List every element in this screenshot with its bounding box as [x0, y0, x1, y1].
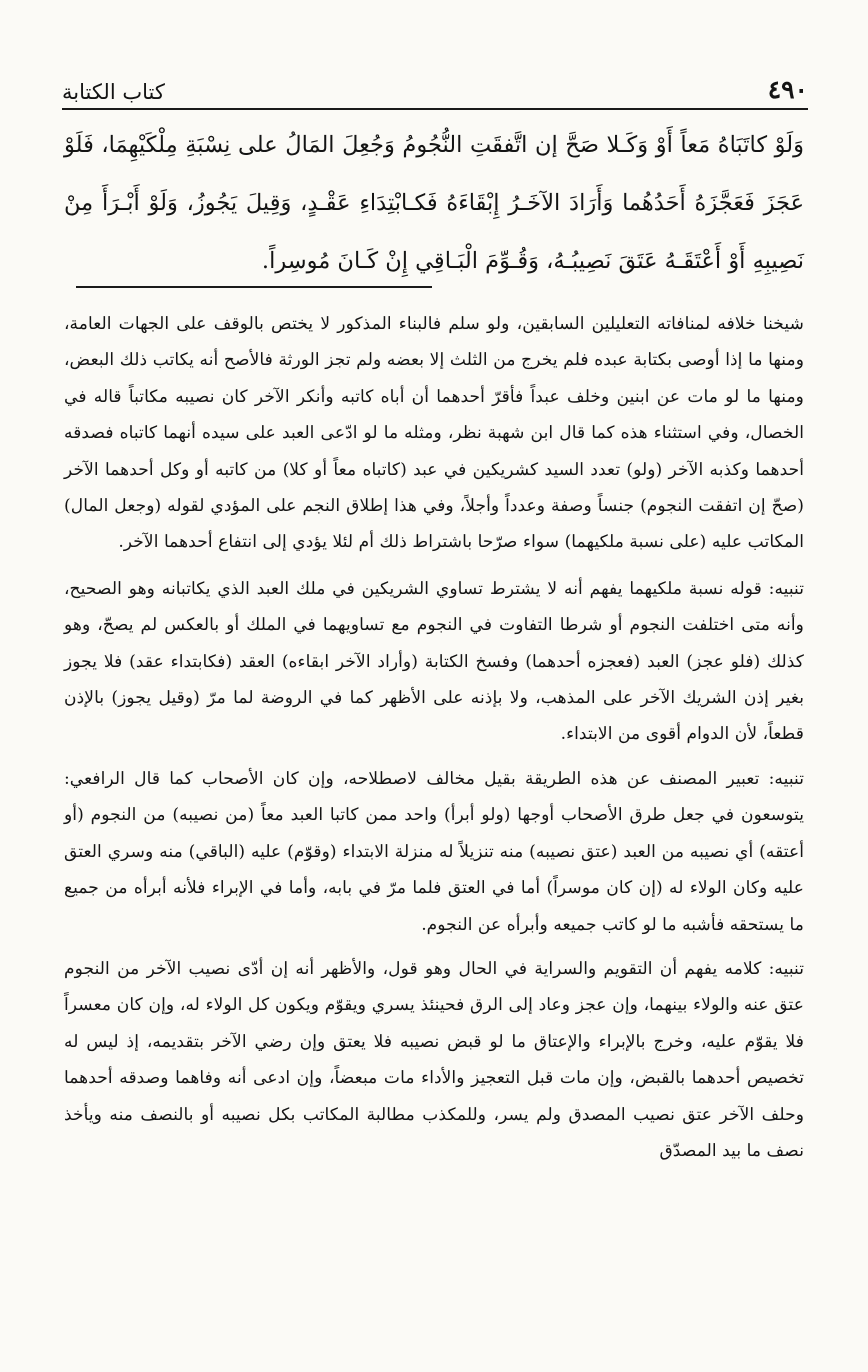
page-number: ٤٩٠ — [767, 75, 808, 104]
commentary-paragraph: تنبيه: كلامه يفهم أن التقويم والسراية في الحال وهو قول، والأظهر أنه إن أدّى نصيب الآخر من النجوم عتق عنه والولاء بينهما، وإن عجز وعاد إلى الرق فحينئذ يسري ويقوّم ويكون كل الولاء له، وإن كان معسراً فلا يقوّم عليه، وخرج بالإبراء والإعتاق ما لو قبض نصيبه فلا يعتق وإن رضي الآخر بتقديمه، إذ ليس له تخصيص أحدهما بالقبض، وإن مات قبل التعجيز والأداء مات مبعضاً، وإن ادعى أنه وفاهما وصدقه أحدهما وحلف الآخر عتق نصيب المصدق ولم يسر، وللمكذب مطالبة المكاتب بكل نصيبه أو بالنصف منه ويأخذ نصف ما بيد المصدّق — [64, 958, 804, 1161]
commentary-paragraph: تنبيه: تعبير المصنف عن هذه الطريقة بقيل مخالف لاصطلاحه، وإن كان الأصحاب كما قال الرافعي: يتوسعون في جعل طرق الأصحاب أوجها (ولو أبرأ) واحد ممن كاتبا العبد معاً (من نصيبه) من النجوم (أو أعتقه) أي نصيبه من العبد (عتق نصيبه) منه تنزيلاً له منزلة الابتداء (وقوّم) عليه (الباقي) منه وسري العتق عليه وكان الولاء له (إن كان موسراً) أما في العتق فلما مرّ في بابه، وأما في الإبراء فلأنه أبرأه من جميع ما يستحقه فأشبه ما لو كاتب جميعه وأبرأه عن النجوم. — [64, 768, 804, 935]
commentary-paragraph: شيخنا خلافه لمنافاته التعليلين السابقين، ولو سلم فالبناء المذكور لا يختص بالوقف على الجهات العامة، ومنها ما إذا أوصى بكتابة عبده فلم يخرج من الثلث إلا بعضه ولم تجز الورثة فالأصح أنه يكاتب ذلك البعض، ومنها ما لو مات عن ابنين وخلف عبداً فأقرّ أحدهما أن أباه كاتبه وأنكر الآخر كان نصيبه مكاتباً قاله في الخصال، وفي استثناء هذه كما قال ابن شهبة نظر، ومثله ما لو ادّعى العبد على سيده أنهما كاتباه فصدقه أحدهما وكذبه الآخر (ولو) تعدد السيد كشريكين في عبد (كاتباه معاً أو كلا) من كاتبه أو وكل أحدهما الآخر (صحّ إن اتفقت النجوم) جنساً وصفة وعدداً وأجلاً، وفي هذا إطلاق النجم على المؤدي لقوله (وجعل المال) المكاتب عليه (على نسبة ملكيهما) سواء صرّحا باشتراط ذلك أم لئلا يؤدي إلى انتفاع أحدهما الآخر. — [64, 314, 804, 553]
page-bottom-margin — [0, 1346, 868, 1372]
page-header — [62, 60, 808, 110]
main-text: وَلَوْ كاتَبَاهُ مَعاً أَوْ وَكَـلا صَحَّ إن اتَّفقَتِ النُّجُومُ وَجُعِلَ المَالُ على نِسْبَةِ مِلْكَيْهِمَا، فَلَوْ عَجَزَ فَعَجَّزَهُ أَحَدُهُما وَأَرَادَ الآخَـرُ إِبْقَاءَهُ فَكـابْتِدَاءِ عَقْـدٍ، وَقِيلَ يَجُوزُ، وَلَوْ أَبْـرَأَ مِنْ نَصِيبِهِ أَوْ أَعْتَقَـهُ عَتَقَ نَصِيبُـهُ، وَقُـوِّمَ الْبَـاقِي إِنْ كَـانَ مُوسِراً. — [64, 132, 804, 274]
commentary — [64, 306, 804, 1177]
running-title: كتاب الكتابة — [62, 80, 165, 104]
separator-rule — [76, 286, 432, 288]
commentary-paragraph: تنبيه: قوله نسبة ملكيهما يفهم أنه لا يشترط تساوي الشريكين في ملك العبد الذي يكاتبانه وهو الصحيح، وأنه متى اختلفت النجوم أو شرطا التفاوت في النجوم مع تساويهما في الملك أو بالعكس لم يصحّ، وهو كذلك (فلو عجز) العبد (فعجزه أحدهما) وفسخ الكتابة (وأراد الآخر ابقاءه) العقد (فكابتداء عقد) فلا يجوز بغير إذن الشريك الآخر على المذهب، ولا بإذنه على الأظهر كما في الروضة لما مرّ (وقيل يجوز) بالإذن قطعاً، لأن الدوام أقوى من الابتداء. — [64, 578, 804, 745]
